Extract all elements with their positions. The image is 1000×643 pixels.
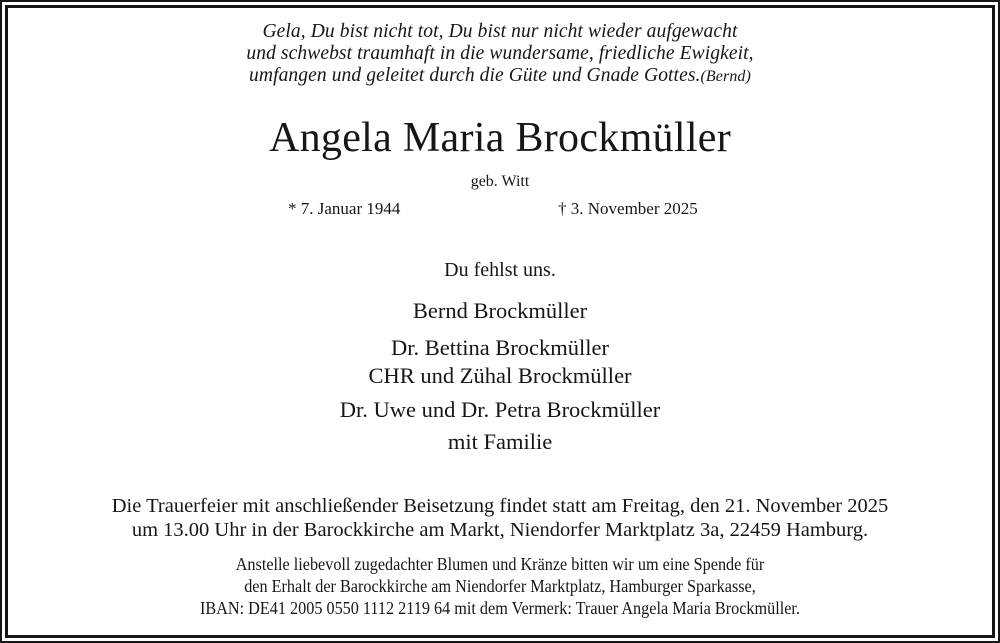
life-dates (8, 198, 992, 220)
born-name: geb. Witt (470, 173, 530, 190)
mourner: mit Familie (447, 429, 553, 454)
donation-line-2: den Erhalt der Barockkirche am Niendorfer Marktplatz, Hamburger Sparkasse, (244, 576, 756, 596)
obituary-notice (8, 8, 992, 635)
message: Du fehlst uns. (444, 259, 556, 281)
death-date: † 3. November 2025 (558, 199, 698, 218)
donation-line-1: Anstelle liebevoll zugedachter Blumen und Kränze bitten wir um eine Spende für (235, 554, 765, 574)
motto-line-3-text: umfangen und geleitet durch die Güte und Gnade Gottes. (249, 65, 701, 86)
motto-line-1: Gela, Du bist nicht tot, Du bist nur nicht wieder aufgewacht (262, 21, 738, 42)
motto-line-3 (8, 65, 992, 88)
deceased-name: Angela Maria Brockmüller (268, 115, 732, 161)
birth-date: * 7. Januar 1944 (288, 199, 401, 218)
mourner: Bernd Brockmüller (412, 298, 588, 323)
ceremony-line-2: um 13.00 Uhr in der Barockkirche am Markt, Niendorfer Marktplatz 3a, 22459 Hamburg. (131, 519, 869, 541)
mourner: Dr. Bettina Brockmüller (390, 335, 610, 360)
ceremony-line-1: Die Trauerfeier mit anschließender Beisetzung findet statt am Freitag, den 21. November 2025 (111, 495, 889, 517)
motto-line-2: und schwebst traumhaft in die wundersame, friedliche Ewigkeit, (246, 43, 754, 64)
motto-signature: (Bernd) (700, 68, 751, 85)
mourner: CHR und Zühal Brockmüller (368, 363, 632, 388)
mourner: Dr. Uwe und Dr. Petra Brockmüller (339, 397, 661, 422)
donation-line-3: IBAN: DE41 2005 0550 1112 2119 64 mit dem Vermerk: Trauer Angela Maria Brockmüller. (200, 598, 800, 618)
